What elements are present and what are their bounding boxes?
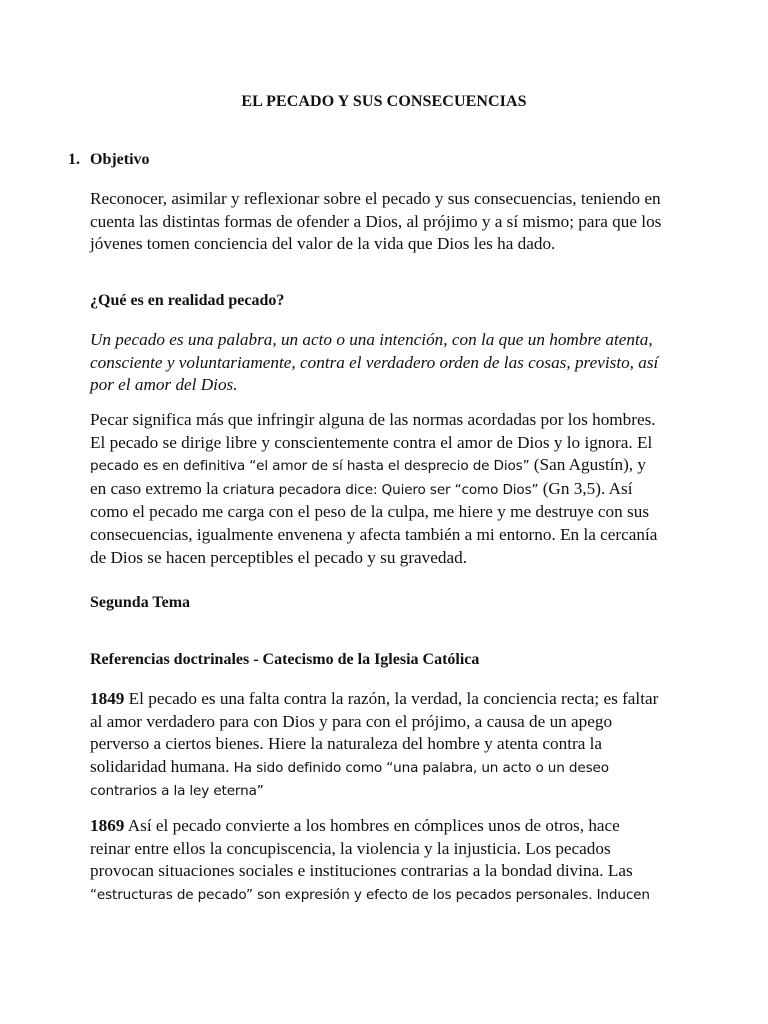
paragraph-line (90, 883, 730, 907)
section-heading-text: Objetivo (90, 151, 150, 168)
inline-text: Así el pecado convierte a los hombres en cómplices unos de otros, hace (124, 816, 620, 835)
definition-line: por el amor del Dios. (90, 375, 238, 395)
question-heading: ¿Qué es en realidad pecado? (90, 292, 285, 309)
definition-quote: Ha sido definido como “una palabra, un acto o un deseo (233, 759, 609, 776)
definition-line: consciente y voluntariamente, contra el verdadero orden de las cosas, previsto, así (90, 352, 659, 372)
structures-quote: “estructuras de pecado” son expresión y efecto de los pecados personales. Inducen (90, 886, 650, 903)
citation-text: (Gn 3,5). (538, 478, 609, 498)
paragraph-line (90, 815, 730, 838)
paragraph-line: Reconocer, asimilar y reflexionar sobre el pecado y sus consecuencias, teniendo en (90, 189, 661, 208)
paragraph-line: cuenta las distintas formas de ofender a Dios, al prójimo y a sí mismo; para que los (90, 211, 662, 231)
section-number: 1. (68, 151, 80, 168)
paragraph-line: perverso a ciertos bienes. Hiere la naturaleza del hombre y atenta contra la (90, 734, 603, 754)
paragraph-line: El pecado se dirige libre y conscientemente contra el amor de Dios y lo ignora. El (90, 432, 653, 452)
quote-san-agustin: pecado es en definitiva “el amor de sí hasta el desprecio de Dios” (90, 458, 530, 475)
document-title: EL PECADO Y SUS CONSECUENCIAS (241, 93, 527, 110)
reference-number: 1849 (90, 689, 125, 708)
explanation-paragraph (90, 409, 730, 569)
paragraph-line: provocan situaciones sociales e instituciones contrarias a la bondad divina. Las (90, 861, 633, 881)
references-heading: Referencias doctrinales - Catecismo de la Iglesia Católica (90, 651, 480, 668)
paragraph-line: al amor verdadero para con Dios y para con el prójimo, a causa de un apego (90, 711, 613, 731)
quote-como-dios: criatura pecadora dice: Quiero ser “como Dios” (222, 481, 539, 498)
reference-1849-paragraph (90, 688, 730, 803)
paragraph-line: jóvenes tomen conciencia del valor de la vida que Dios les ha dado. (90, 234, 556, 254)
paragraph-line (90, 688, 730, 711)
definition-quote-end: contrarios a la ley eterna” (90, 783, 264, 800)
citation-text: (San Agustín), y (529, 455, 646, 475)
paragraph-line (90, 779, 730, 803)
inline-text: El pecado es una falta contra la razón, la verdad, la conciencia recta; es faltar (124, 689, 659, 708)
paragraph-line: consecuencias, igualmente envenena y afecta también a mi entorno. En la cercanía (90, 524, 658, 544)
paragraph-line (90, 478, 730, 502)
section-two-heading: Segunda Tema (90, 594, 191, 611)
objetivo-paragraph (90, 188, 730, 256)
inline-text: en caso extremo la (90, 478, 223, 498)
reference-number: 1869 (90, 816, 125, 835)
definition-paragraph (90, 329, 730, 397)
paragraph-line: Pecar significa más que infringir alguna de las normas acordadas por los hombres. (90, 410, 656, 429)
paragraph-line: como el pecado me carga con el peso de la culpa, me hiere y me destruye con sus (90, 502, 650, 522)
paragraph-line: reinar entre ellos la concupiscencia, la violencia y la injusticia. Los pecados (90, 838, 611, 858)
section-objetivo-heading (68, 151, 150, 169)
paragraph-line (90, 756, 730, 780)
paragraph-line: de Dios se hacen perceptibles el pecado y su gravedad. (90, 547, 468, 567)
definition-line: Un pecado es una palabra, un acto o una intención, con la que un hombre atenta, (90, 330, 653, 349)
reference-1869-paragraph (90, 815, 730, 906)
inline-text: Así (608, 478, 633, 498)
inline-text: solidaridad humana. (90, 756, 234, 776)
paragraph-line (90, 454, 730, 478)
